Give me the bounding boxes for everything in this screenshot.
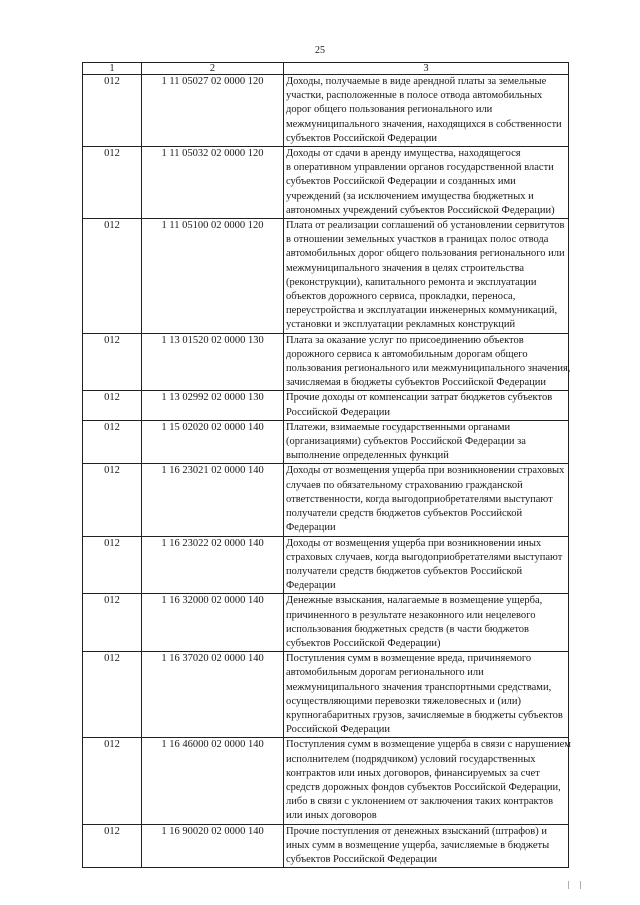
admin-code-cell: 012 (83, 594, 142, 652)
revenue-name-line: Доходы от возмещения ущерба при возникновении иных (286, 537, 542, 549)
table-row (83, 594, 569, 652)
header-col-1: 1 (83, 63, 142, 75)
revenue-name-cell (284, 824, 569, 868)
header-col-2: 2 (142, 63, 284, 75)
revenue-name-cell (284, 464, 569, 536)
revenue-name-line: Российской Федерации (286, 724, 390, 736)
budget-classification-code-cell: 1 11 05032 02 0000 120 (142, 147, 284, 219)
table-row (83, 75, 569, 147)
revenue-name-line: Федерации (286, 580, 336, 592)
revenue-name-line: межмуниципального значения в целях строительства (286, 262, 525, 274)
admin-code-cell: 012 (83, 824, 142, 868)
revenue-name-cell (284, 420, 569, 464)
revenue-name-line: Денежные взыскания, налагаемые в возмещение ущерба, (286, 595, 543, 607)
revenue-name-line: использования бюджетных средств (в части бюджетов (286, 623, 530, 635)
revenue-name-cell (284, 738, 569, 824)
revenue-name-cell (284, 594, 569, 652)
revenue-name-line: Российской Федерации (286, 406, 390, 418)
revenue-name-line: учреждений (за исключением имущества бюджетных и (286, 190, 534, 202)
table-row (83, 824, 569, 868)
header-col-3: 3 (284, 63, 569, 75)
revenue-name-line: установки и эксплуатации рекламных конструкций (286, 319, 516, 331)
revenue-name-line: межмуниципального значения транспортными средствами, (286, 681, 552, 693)
table-row (83, 420, 569, 464)
table-row (83, 536, 569, 594)
revenue-name-line: автомобильным дорогам регионального или (286, 667, 484, 679)
budget-classification-code-cell: 1 16 23021 02 0000 140 (142, 464, 284, 536)
revenue-name-line: Доходы от сдачи в аренду имущества, находящегося (286, 148, 521, 160)
revenue-name-line: Доходы, получаемые в виде арендной платы за земельные (286, 76, 547, 87)
revenue-name-line: Доходы от возмещения ущерба при возникновении страховых (286, 465, 565, 477)
revenue-name-cell (284, 391, 569, 420)
admin-code-cell: 012 (83, 464, 142, 536)
revenue-name-line: Плата за оказание услуг по присоединению объектов (286, 334, 524, 346)
budget-classification-code-cell: 1 15 02020 02 0000 140 (142, 420, 284, 464)
revenue-name-line: получатели средств бюджетов субъектов Российской (286, 508, 523, 520)
table-row (83, 652, 569, 738)
budget-classification-code-cell: 1 13 01520 02 0000 130 (142, 333, 284, 391)
admin-code-cell: 012 (83, 420, 142, 464)
revenue-name-line: ответственности, когда выгодоприобретателями выступают (286, 493, 553, 505)
revenue-name-line: Поступления сумм в возмещение ущерба в связи с нарушением (286, 739, 571, 751)
admin-code-cell: 012 (83, 391, 142, 420)
admin-code-cell: 012 (83, 536, 142, 594)
revenue-name-line: субъектов Российской Федерации (286, 132, 438, 144)
revenue-name-line: контрактов или иных договоров, финансируемых за счет (286, 767, 540, 779)
revenue-name-line: переустройства и эксплуатации инженерных коммуникаций, (286, 305, 558, 317)
budget-classification-code-cell: 1 11 05027 02 0000 120 (142, 75, 284, 147)
revenue-name-line: пользования регионального или межмуниципального значения, (286, 363, 571, 375)
revenue-name-line: исполнителем (подрядчиком) условий государственных (286, 753, 536, 765)
admin-code-cell: 012 (83, 75, 142, 147)
page-number: 25 (315, 45, 325, 56)
admin-code-cell: 012 (83, 333, 142, 391)
revenue-name-cell (284, 652, 569, 738)
revenue-name-line: Прочие поступления от денежных взысканий (штрафов) и (286, 825, 547, 837)
revenue-name-cell (284, 219, 569, 334)
revenue-name-line: осуществляющими перевозки тяжеловесных и (или) (286, 695, 521, 707)
scan-marks: | | (568, 880, 586, 889)
table-header (83, 63, 569, 75)
revenue-name-line: или иных договоров (286, 810, 377, 822)
revenue-name-cell (284, 536, 569, 594)
budget-classification-code-cell: 1 16 37020 02 0000 140 (142, 652, 284, 738)
revenue-name-line: Плата от реализации соглашений об установлении сервитутов (286, 220, 565, 232)
table-row (83, 219, 569, 334)
revenue-name-line: межмуниципального значения, находящихся в собственности (286, 118, 562, 130)
admin-code-cell: 012 (83, 738, 142, 824)
budget-classification-code-cell: 1 16 90020 02 0000 140 (142, 824, 284, 868)
table-row (83, 333, 569, 391)
revenue-name-line: автономных учреждений субъектов Российской Федерации) (286, 204, 555, 216)
revenue-name-line: субъектов Российской Федерации) (286, 637, 441, 649)
revenue-name-line: либо в связи с уклонением от заключения таких контрактов (286, 796, 554, 808)
admin-code-cell: 012 (83, 219, 142, 334)
table-row (83, 147, 569, 219)
revenue-name-line: в отношении земельных участков в границах полос отвода (286, 234, 549, 246)
revenue-name-line: крупногабаритных грузов, зачисляемые в бюджеты субъектов (286, 709, 563, 721)
revenue-name-line: автомобильных дорог общего пользования регионального или (286, 248, 565, 260)
budget-classification-code-cell: 1 11 05100 02 0000 120 (142, 219, 284, 334)
revenue-name-line: Поступления сумм в возмещение вреда, причиняемого (286, 653, 532, 665)
revenue-name-line: объектов дорожного сервиса, прокладки, переноса, (286, 291, 516, 303)
table-body (83, 75, 569, 868)
revenue-name-cell (284, 333, 569, 391)
revenue-name-line: выполнение определенных функций (286, 450, 449, 462)
table-row (83, 738, 569, 824)
table-row (83, 464, 569, 536)
revenue-name-line: получатели средств бюджетов субъектов Российской (286, 565, 523, 577)
revenue-name-line: Прочие доходы от компенсации затрат бюджетов субъектов (286, 392, 553, 404)
revenue-name-line: субъектов Российской Федерации и созданных ими (286, 176, 516, 188)
revenue-name-line: (реконструкции), капитального ремонта и эксплуатации (286, 276, 537, 288)
revenue-name-line: зачисляемая в бюджеты субъектов Российской Федерации (286, 377, 546, 389)
revenue-name-line: Федерации (286, 522, 336, 534)
revenue-name-line: Платежи, взимаемые государственными органами (286, 421, 511, 433)
revenue-name-cell (284, 75, 569, 147)
revenue-name-line: средств дорожных фондов субъектов Российской Федерации, (286, 781, 561, 793)
budget-classification-code-cell: 1 13 02992 02 0000 130 (142, 391, 284, 420)
budget-classification-code-cell: 1 16 46000 02 0000 140 (142, 738, 284, 824)
revenue-name-line: в оперативном управлении органов государственной власти (286, 162, 554, 174)
revenue-name-line: дорожного сервиса к автомобильным дорогам общего (286, 348, 528, 360)
revenue-name-cell (284, 147, 569, 219)
revenue-name-line: субъектов Российской Федерации (286, 853, 438, 865)
admin-code-cell: 012 (83, 147, 142, 219)
revenue-name-line: случаев по обязательному страхованию гражданской (286, 479, 523, 491)
revenue-codes-table (82, 62, 569, 868)
admin-code-cell: 012 (83, 652, 142, 738)
revenue-name-line: страховых случаев, когда выгодоприобретателями выступают (286, 551, 563, 563)
budget-classification-code-cell: 1 16 32000 02 0000 140 (142, 594, 284, 652)
revenue-name-line: причиненного в результате незаконного или нецелевого (286, 609, 536, 621)
table-row (83, 391, 569, 420)
revenue-name-line: (организациями) субъектов Российской Федерации за (286, 436, 526, 448)
budget-classification-code-cell: 1 16 23022 02 0000 140 (142, 536, 284, 594)
revenue-name-line: дорог общего пользования регионального или (286, 104, 493, 116)
revenue-name-line: иных сумм в возмещение ущерба, зачисляемые в бюджеты (286, 839, 550, 851)
revenue-name-line: участки, расположенные в полосе отвода автомобильных (286, 90, 543, 102)
header-row (83, 63, 569, 75)
